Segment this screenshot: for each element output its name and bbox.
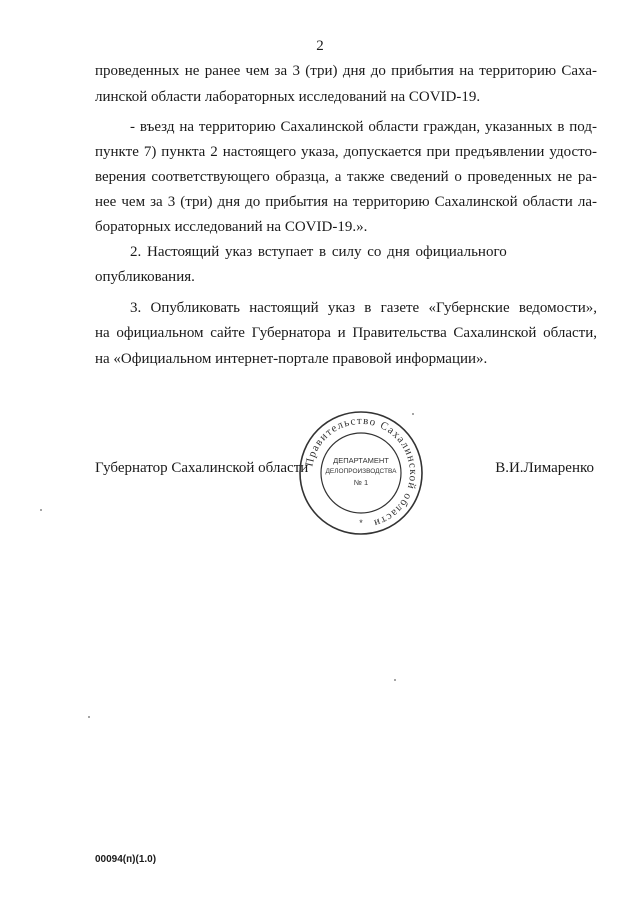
- scan-speck: [394, 679, 396, 681]
- body-line-12: на «Официальном интернет-портале правовой информации».: [95, 351, 488, 367]
- signature-name: В.И.Лимаренко: [495, 460, 594, 476]
- body-line-2: линской области лабораторных исследований на COVID-19.: [95, 89, 481, 105]
- stamp-center-line3: № 1: [353, 478, 369, 487]
- body-line-1: проведенных не ранее чем за 3 (три) дня до прибытия на территорию Саха-: [95, 63, 597, 79]
- scan-speck: [412, 413, 414, 415]
- signature-title: Губернатор Сахалинской области: [95, 460, 309, 476]
- scan-speck: [88, 716, 90, 718]
- stamp-center-line1: ДЕПАРТАМЕНТ: [333, 456, 389, 465]
- body-line-8: 2. Настоящий указ вступает в силу со дня официального: [130, 244, 507, 260]
- stamp-star: *: [359, 518, 363, 528]
- body-line-10: 3. Опубликовать настоящий указ в газете «Губернские ведомости»,: [130, 300, 597, 316]
- footer-code: 00094(п)(1.0): [95, 854, 157, 865]
- page-number: 2: [316, 38, 324, 54]
- body-line-7: бораторных исследований на COVID-19.».: [95, 219, 368, 235]
- body-line-4: пункте 7) пункта 2 настоящего указа, допускается при предъявлении удосто-: [95, 144, 597, 160]
- body-line-3: - въезд на территорию Сахалинской области граждан, указанных в под-: [130, 119, 597, 135]
- stamp-ring-text: Правительство Сахалинской области: [303, 414, 420, 530]
- body-line-9: опубликования.: [95, 269, 195, 285]
- scan-speck: [40, 509, 42, 511]
- official-stamp: [298, 410, 424, 536]
- stamp-center-line2: ДЕЛОПРОИЗВОДСТВА: [325, 468, 397, 475]
- body-line-6: нее чем за 3 (три) дня до прибытия на территорию Сахалинской области ла-: [95, 194, 597, 210]
- body-line-11: на официальном сайте Губернатора и Правительства Сахалинской области,: [95, 325, 597, 341]
- body-line-5: верения соответствующего образца, а также сведений о проведенных не ра-: [95, 169, 597, 185]
